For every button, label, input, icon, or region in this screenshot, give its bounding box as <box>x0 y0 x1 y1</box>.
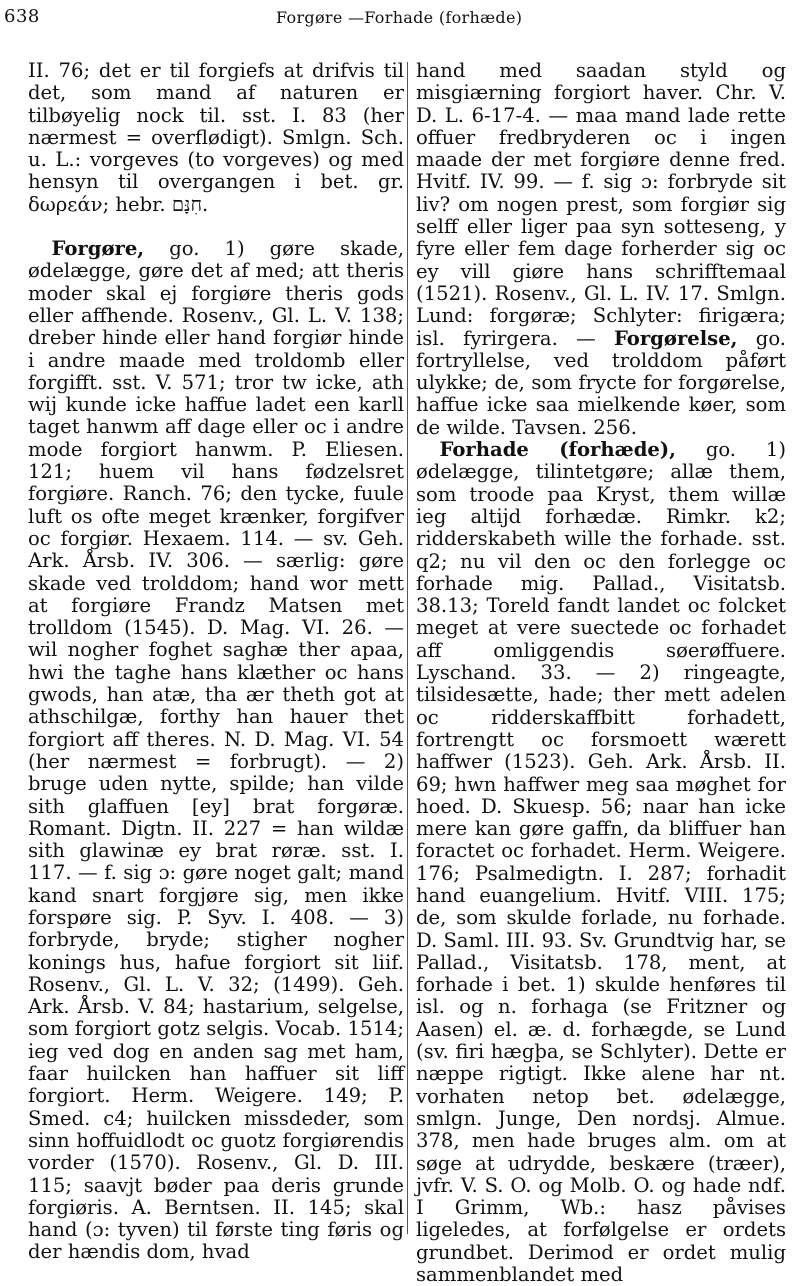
entry-forgore <box>28 238 404 1264</box>
right-column <box>416 59 787 1286</box>
continuation-paragraph: II. 76; det er til forgiefs at drifvis til det, som mand af naturen er tilbøyelig nock til. sst. I. 83 (her nærmest = overflødigt). Smlgn. Sch. u. L.: vorgeves (to vorgeves) og med hensyn til overgangen i bet. gr. δωρεάν; hebr. חִנָּם. <box>28 59 404 216</box>
entry-forgore-text: go. 1) gøre skade, ødelægge, gøre det af med; att theris moder skal ej forgiøre theris gods eller affhende. Rosenv., Gl. L. V. 138; dreber hinde eller hand forgiør hinde i andre maade med troldomb eller forgifft. sst. V. 571; tror tw icke, ath wij kunde icke haffue ladet een karll taget hanwm aff dage eller oc i andre mode forgiort hanwm. P. Eliesen. 121; huem vil hans fødzelsret forgiøre. Ranch. 76; den tycke, fuule luft os ofte meget krænker, forgifver oc forgiør. Hexaem. 114. — sv. Geh. Ark. Årsb. IV. 306. — særlig: gøre skade ved trolddom; hand wor mett at forgiøre Frandz Matsen met trolldom (1545). D. Mag. VI. 26. — wil nogher foghet saghæ ther apaa, hwi the taghe hans klæther oc hans gwods, han atæ, tha ær theth got at athschilgæ, forthy han hauer thet forgiort aff theres. N. D. Mag. VI. 54 (her nærmest = forbrugt). — 2) bruge uden nytte, spilde; han vilde sith glaffuen [ey] brat forgøræ. Romant. Digtn. II. 227 = han wildæ sith glawinæ ey brat røræ. sst. I. 117. — f. sig ɔ: gøre noget galt; mand kand snart forgjøre sig, men ikke forspøre sig. P. Syv. I. 408. — 3) forbryde, bryde; stigher nogher konings hus, hafue forgiort sit liif. Rosenv., Gl. L. V. 32; (1499). Geh. Ark. Årsb. V. 84; hastarium, selgelse, som forgiort gotz selgis. Vocab. 1514; ieg ved dog en anden sag met ham, faar huilcken han haffuer sit liff forgiort. Herm. Weigere. 149; P. Smed. c4; huilcken missdeder, som sinn hoffuidlodt oc guotz forgiørendis vorder (1570). Rosenv., Gl. D. III. 115; saavjt bøder paa deris grunde forgiøris. A. Berntsen. II. 145; skal hand (ɔ: tyven) til første ting føris og der hændis dom, hvad <box>28 237 404 1264</box>
page-header <box>0 0 800 40</box>
page-number: 638 <box>4 6 40 27</box>
headword-forhade: Forhade (forhæde), <box>439 438 676 462</box>
headword-forgore: Forgøre, <box>51 237 145 261</box>
entry-forhade-text: go. 1) ødelægge, tilintetgøre; allæ them, som troode paa Kryst, them willæ ieg altijd forhædæ. Rimkr. k2; ridderskabeth wille the forhade. sst. q2; nu vil den oc den forlegge oc forhade mig. Pallad., Visitatsb. 38.13; Toreld fandt landet oc folcket meget at vere suectede oc forhadet aff omliggendis søerøffuere. Lyschand. 33. — 2) ringeagte, tilsidesætte, hade; ther mett adelen oc ridderskaffbitt forhadett, fortrengtt oc forsmoett wærett haffwer (1523). Geh. Ark. Årsb. II. 69; hwn haffwer meg saa møghet for hoed. D. Skuesp. 56; naar han icke mere kan gøre gaffn, da bliffuer han foractet oc forhadet. Herm. Weigere. 176; Psalmedigtn. I. 287; forhadit hand euangelium. Hvitf. VIII. 175; de, som skulde forlade, nu forhade. D. Saml. III. 93. Sv. Grundtvig har, se Pallad., Visitatsb. 178, ment, at forhade i bet. 1) skulde henføres til isl. og n. forhaga (se Fritzner og Aasen) el. æ. d. forhægde, se Lund (sv. firi hægþa, se Schlyter). Dette er næppe rigtigt. Ikke alene har nt. vorhaten netop bet. ødelægge, smlgn. Junge, Den nordsj. Almue. 378, men hade bruges alm. om at søge at udrydde, beskære (træer), jvfr. V. S. O. og Molb. O. og hade ndf. I Grimm, Wb.: hasz påvises ligeledes, at forfølgelse er ordets grundbet. Derimod er ordet mulig sammenblandet med <box>416 438 786 1286</box>
headword-forgorelse: Forgørelse, <box>613 326 738 350</box>
left-column <box>28 59 404 1264</box>
entry-forgorelse-text: go. fortryllelse, ved trolddom påført ulykke; de, som frycte for forgørelse, haffue icke saa mielkende køer, som de wilde. Tavsen. 256. <box>416 326 787 439</box>
column-divider <box>407 62 408 1234</box>
entry-forhade <box>416 439 786 1286</box>
running-head: Forgøre —Forhade (forhæde) <box>276 8 523 27</box>
continuation-text: hand med saadan styld og misgiærning forgiort haver. Chr. V. D. L. 6-17-4. — maa mand lade rette offuer fredbryderen oc i ingen maade der met forgiøre denne fred. Hvitf. IV. 99. — f. sig ɔ: forbryde sit liv? om nogen prest, som forgiør sig selff eller liger paa syn sotteseng, y fyre eller fem dage forherder sig oc ey vill giøre hans schrifftemaal (1521). Rosenv., Gl. L. IV. 17. Smlgn. Lund: forgøræ; Schlyter: firigæra; isl. fyrirgera. — <box>416 59 786 350</box>
right-column-text <box>416 60 786 439</box>
